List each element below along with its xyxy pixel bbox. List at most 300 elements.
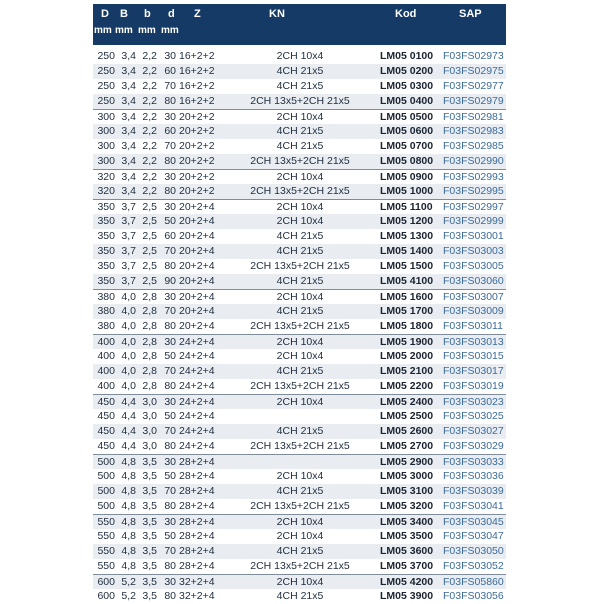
cell-kod: LM05 0700	[380, 140, 434, 152]
cell-sap: F03FS02977	[443, 80, 504, 92]
cell-kod: LM05 4100	[380, 275, 434, 287]
cell-b2: 2,2	[142, 80, 157, 92]
cell-b2: 2,5	[142, 275, 157, 287]
cell-kn: 4CH 21x5	[276, 425, 324, 437]
cell-kod: LM05 2500	[380, 410, 434, 422]
cell-kn: 2CH 10x4	[276, 201, 324, 213]
cell-d2: 30	[164, 171, 176, 183]
cell-z: 20+2+2	[179, 171, 215, 183]
cell-b: 4,4	[121, 396, 136, 408]
cell-kn: 2CH 13x5+2CH 21x5	[250, 185, 350, 197]
cell-d: 350	[97, 275, 115, 287]
cell-d2: 30	[164, 576, 176, 588]
table-row	[93, 79, 506, 94]
cell-kn: 2CH 10x4	[276, 336, 324, 348]
cell-d: 250	[97, 65, 115, 77]
cell-d: 300	[97, 155, 115, 167]
table-row	[93, 244, 506, 259]
cell-kod: LM05 0300	[380, 80, 434, 92]
cell-kod: LM05 2000	[380, 350, 434, 362]
cell-kn: 4CH 21x5	[276, 545, 324, 557]
cell-z: 20+2+2	[179, 185, 215, 197]
cell-kn: 2CH 10x4	[276, 530, 324, 542]
cell-d: 250	[97, 80, 115, 92]
cell-d2: 80	[164, 500, 176, 512]
cell-d: 300	[97, 111, 115, 123]
cell-d2: 80	[164, 155, 176, 167]
cell-sap: F03FS03045	[443, 516, 504, 528]
cell-kod: LM05 4200	[380, 576, 434, 588]
table-row	[93, 349, 506, 364]
cell-b: 5,2	[121, 590, 136, 602]
table-row	[93, 259, 506, 274]
col-header-z: Z	[194, 8, 201, 20]
cell-kn: 4CH 21x5	[276, 485, 324, 497]
cell-sap: F03FS02985	[443, 140, 504, 152]
cell-sap: F03FS02999	[443, 215, 504, 227]
cell-d: 350	[97, 230, 115, 242]
table-row	[93, 94, 506, 109]
cell-z: 28+2+4	[179, 530, 215, 542]
cell-d: 320	[97, 185, 115, 197]
cell-d2: 80	[164, 590, 176, 602]
cell-b2: 2,8	[142, 350, 157, 362]
cell-kod: LM05 3000	[380, 470, 434, 482]
cell-sap: F03FS02995	[443, 185, 504, 197]
cell-sap: F03FS03041	[443, 500, 504, 512]
col-unit-b: mm	[115, 25, 133, 36]
cell-d: 300	[97, 140, 115, 152]
cell-sap: F03FS03015	[443, 350, 504, 362]
table-row	[93, 109, 506, 124]
cell-d: 450	[97, 410, 115, 422]
table-row	[93, 214, 506, 229]
cell-z: 24+2+4	[179, 440, 215, 452]
cell-d: 400	[97, 336, 115, 348]
cell-kod: LM05 1400	[380, 245, 434, 257]
cell-b2: 3,0	[142, 425, 157, 437]
cell-b: 4,4	[121, 410, 136, 422]
table-row	[93, 454, 506, 469]
cell-z: 20+2+4	[179, 230, 215, 242]
cell-b: 4,8	[121, 485, 136, 497]
cell-b2: 2,8	[142, 365, 157, 377]
cell-d: 350	[97, 245, 115, 257]
cell-d: 380	[97, 291, 115, 303]
cell-d2: 30	[164, 291, 176, 303]
cell-d2: 80	[164, 95, 176, 107]
cell-z: 20+2+4	[179, 305, 215, 317]
cell-b2: 3,5	[142, 545, 157, 557]
cell-b: 3,4	[121, 111, 136, 123]
cell-d: 350	[97, 260, 115, 272]
cell-b: 5,2	[121, 576, 136, 588]
cell-b: 3,7	[121, 245, 136, 257]
cell-sap: F03FS02990	[443, 155, 504, 167]
blade-spec-table	[93, 4, 506, 604]
cell-sap: F03FS02979	[443, 95, 504, 107]
cell-kn: 4CH 21x5	[276, 245, 324, 257]
col-unit-b2: mm	[138, 25, 156, 36]
cell-d: 250	[97, 95, 115, 107]
cell-z: 20+2+4	[179, 201, 215, 213]
cell-d: 600	[97, 576, 115, 588]
cell-d2: 70	[164, 545, 176, 557]
cell-b: 3,4	[121, 50, 136, 62]
cell-kn: 4CH 21x5	[276, 65, 324, 77]
cell-z: 28+2+4	[179, 485, 215, 497]
cell-kn: 4CH 21x5	[276, 230, 324, 242]
table-row	[93, 169, 506, 184]
cell-kn: 2CH 13x5+2CH 21x5	[250, 155, 350, 167]
cell-kod: LM05 0900	[380, 171, 434, 183]
col-header-d2: d	[168, 8, 175, 20]
col-header-kod: Kod	[395, 8, 417, 20]
cell-d2: 80	[164, 320, 176, 332]
cell-sap: F03FS05860	[443, 576, 504, 588]
cell-z: 24+2+4	[179, 380, 215, 392]
cell-b: 3,7	[121, 275, 136, 287]
cell-d: 350	[97, 215, 115, 227]
cell-sap: F03FS03052	[443, 560, 504, 572]
cell-b: 3,7	[121, 230, 136, 242]
cell-d: 400	[97, 365, 115, 377]
table-row	[93, 379, 506, 394]
cell-d2: 80	[164, 380, 176, 392]
cell-b: 4,0	[121, 380, 136, 392]
cell-d: 380	[97, 320, 115, 332]
table-row	[93, 409, 506, 424]
table-row	[93, 154, 506, 169]
cell-kod: LM05 0600	[380, 125, 434, 137]
cell-b2: 2,2	[142, 140, 157, 152]
cell-d2: 30	[164, 516, 176, 528]
cell-b2: 2,2	[142, 65, 157, 77]
cell-b2: 3,5	[142, 516, 157, 528]
cell-b2: 2,5	[142, 215, 157, 227]
cell-kod: LM05 1300	[380, 230, 434, 242]
cell-b: 4,4	[121, 425, 136, 437]
table-row	[93, 469, 506, 484]
cell-kod: LM05 3700	[380, 560, 434, 572]
cell-d: 500	[97, 485, 115, 497]
cell-d2: 50	[164, 410, 176, 422]
cell-kod: LM05 0100	[380, 50, 434, 62]
cell-kod: LM05 3500	[380, 530, 434, 542]
cell-kod: LM05 2400	[380, 396, 434, 408]
cell-d2: 80	[164, 440, 176, 452]
table-body	[93, 49, 506, 604]
cell-d2: 90	[164, 275, 176, 287]
cell-d: 500	[97, 456, 115, 468]
cell-b2: 3,5	[142, 560, 157, 572]
cell-kod: LM05 0400	[380, 95, 434, 107]
cell-d: 450	[97, 425, 115, 437]
cell-kod: LM05 2100	[380, 365, 434, 377]
cell-d2: 70	[164, 80, 176, 92]
cell-b2: 2,5	[142, 201, 157, 213]
cell-kod: LM05 1900	[380, 336, 434, 348]
table-row	[93, 499, 506, 514]
table-row	[93, 64, 506, 79]
cell-sap: F03FS03036	[443, 470, 504, 482]
cell-d: 250	[97, 50, 115, 62]
cell-kn: 4CH 21x5	[276, 125, 324, 137]
cell-d: 300	[97, 125, 115, 137]
cell-b: 3,4	[121, 80, 136, 92]
table-row	[93, 184, 506, 199]
cell-sap: F03FS03027	[443, 425, 504, 437]
cell-b: 3,4	[121, 140, 136, 152]
cell-b: 3,4	[121, 155, 136, 167]
col-header-sap: SAP	[459, 8, 482, 20]
table-header	[93, 4, 506, 45]
cell-b2: 2,2	[142, 125, 157, 137]
cell-d: 400	[97, 350, 115, 362]
cell-b: 4,0	[121, 350, 136, 362]
cell-kn: 2CH 13x5+2CH 21x5	[250, 380, 350, 392]
table-row	[93, 319, 506, 334]
cell-z: 16+2+2	[179, 80, 215, 92]
cell-b2: 2,2	[142, 111, 157, 123]
cell-d: 550	[97, 530, 115, 542]
cell-b2: 2,8	[142, 320, 157, 332]
cell-b2: 3,5	[142, 485, 157, 497]
cell-b: 3,4	[121, 125, 136, 137]
cell-sap: F03FS03039	[443, 485, 504, 497]
cell-b: 4,0	[121, 320, 136, 332]
cell-b2: 3,0	[142, 410, 157, 422]
cell-kod: LM05 1500	[380, 260, 434, 272]
cell-d2: 30	[164, 336, 176, 348]
table-row	[93, 274, 506, 289]
table-row	[93, 289, 506, 304]
cell-b2: 3,0	[142, 396, 157, 408]
cell-kod: LM05 3400	[380, 516, 434, 528]
cell-z: 24+2+4	[179, 350, 215, 362]
cell-kod: LM05 0800	[380, 155, 434, 167]
cell-sap: F03FS03007	[443, 291, 504, 303]
cell-sap: F03FS03050	[443, 545, 504, 557]
cell-b2: 3,5	[142, 500, 157, 512]
cell-b: 4,8	[121, 516, 136, 528]
cell-z: 20+2+2	[179, 155, 215, 167]
table-row	[93, 139, 506, 154]
cell-d2: 30	[164, 111, 176, 123]
col-header-kn: KN	[269, 8, 285, 20]
cell-kn: 2CH 10x4	[276, 291, 324, 303]
cell-z: 20+2+4	[179, 215, 215, 227]
cell-z: 24+2+4	[179, 396, 215, 408]
col-unit-d: mm	[94, 25, 112, 36]
cell-kn: 4CH 21x5	[276, 365, 324, 377]
cell-d: 380	[97, 305, 115, 317]
cell-d: 400	[97, 380, 115, 392]
cell-sap: F03FS03025	[443, 410, 504, 422]
cell-d: 350	[97, 201, 115, 213]
cell-sap: F03FS02975	[443, 65, 504, 77]
cell-b: 3,7	[121, 260, 136, 272]
col-header-d: D	[101, 8, 109, 20]
cell-b2: 3,5	[142, 470, 157, 482]
cell-kn: 2CH 13x5+2CH 21x5	[250, 320, 350, 332]
cell-d2: 30	[164, 396, 176, 408]
cell-z: 24+2+4	[179, 336, 215, 348]
cell-b: 4,8	[121, 470, 136, 482]
cell-sap: F03FS02983	[443, 125, 504, 137]
cell-sap: F03FS03033	[443, 456, 504, 468]
table-row	[93, 544, 506, 559]
cell-kn: 2CH 10x4	[276, 470, 324, 482]
cell-sap: F03FS02997	[443, 201, 504, 213]
cell-kod: LM05 1700	[380, 305, 434, 317]
cell-z: 20+2+4	[179, 260, 215, 272]
cell-sap: F03FS03019	[443, 380, 504, 392]
cell-kn: 4CH 21x5	[276, 590, 324, 602]
cell-z: 20+2+4	[179, 275, 215, 287]
cell-d2: 80	[164, 185, 176, 197]
cell-z: 28+2+4	[179, 545, 215, 557]
cell-b2: 3,5	[142, 576, 157, 588]
cell-b2: 2,8	[142, 305, 157, 317]
cell-b2: 2,2	[142, 155, 157, 167]
cell-b2: 2,8	[142, 291, 157, 303]
cell-d2: 30	[164, 50, 176, 62]
cell-b: 3,4	[121, 95, 136, 107]
cell-sap: F03FS03013	[443, 336, 504, 348]
cell-kn: 2CH 13x5+2CH 21x5	[250, 95, 350, 107]
cell-d2: 50	[164, 470, 176, 482]
cell-z: 16+2+2	[179, 65, 215, 77]
cell-kn: 2CH 13x5+2CH 21x5	[250, 260, 350, 272]
cell-kn: 4CH 21x5	[276, 80, 324, 92]
cell-kn: 4CH 21x5	[276, 140, 324, 152]
cell-z: 28+2+4	[179, 560, 215, 572]
cell-kod: LM05 2200	[380, 380, 434, 392]
table-row	[93, 124, 506, 139]
cell-d2: 80	[164, 560, 176, 572]
cell-b2: 2,5	[142, 245, 157, 257]
cell-d2: 70	[164, 245, 176, 257]
cell-d: 550	[97, 545, 115, 557]
cell-d: 550	[97, 516, 115, 528]
cell-kod: LM05 1000	[380, 185, 434, 197]
cell-z: 20+2+4	[179, 245, 215, 257]
cell-d: 550	[97, 560, 115, 572]
table-row	[93, 199, 506, 214]
cell-kod: LM05 1600	[380, 291, 434, 303]
cell-b: 4,0	[121, 291, 136, 303]
table-row	[93, 304, 506, 319]
cell-kn: 2CH 13x5+2CH 21x5	[250, 500, 350, 512]
cell-b2: 2,2	[142, 50, 157, 62]
cell-b2: 3,0	[142, 440, 157, 452]
cell-d2: 60	[164, 65, 176, 77]
cell-z: 16+2+2	[179, 50, 215, 62]
cell-kod: LM05 2900	[380, 456, 434, 468]
cell-b: 4,8	[121, 500, 136, 512]
table-row	[93, 439, 506, 454]
cell-kn: 2CH 13x5+2CH 21x5	[250, 440, 350, 452]
table-row	[93, 334, 506, 349]
cell-d2: 50	[164, 215, 176, 227]
cell-b2: 3,5	[142, 590, 157, 602]
cell-kn: 2CH 10x4	[276, 350, 324, 362]
cell-sap: F03FS02993	[443, 171, 504, 183]
cell-d2: 70	[164, 305, 176, 317]
cell-kn: 4CH 21x5	[276, 275, 324, 287]
cell-b: 3,7	[121, 201, 136, 213]
cell-sap: F03FS03017	[443, 365, 504, 377]
cell-d: 320	[97, 171, 115, 183]
cell-kn: 2CH 10x4	[276, 576, 324, 588]
cell-sap: F03FS03023	[443, 396, 504, 408]
cell-d2: 60	[164, 125, 176, 137]
cell-z: 24+2+4	[179, 410, 215, 422]
cell-d2: 30	[164, 201, 176, 213]
cell-d2: 50	[164, 350, 176, 362]
cell-z: 24+2+4	[179, 365, 215, 377]
cell-d: 600	[97, 590, 115, 602]
col-unit-d2: mm	[161, 25, 179, 36]
cell-b: 3,4	[121, 185, 136, 197]
cell-kod: LM05 1200	[380, 215, 434, 227]
cell-z: 24+2+4	[179, 425, 215, 437]
table-row	[93, 574, 506, 589]
cell-b: 3,7	[121, 215, 136, 227]
table-row	[93, 514, 506, 529]
cell-d2: 50	[164, 530, 176, 542]
cell-sap: F03FS03047	[443, 530, 504, 542]
cell-b2: 2,5	[142, 230, 157, 242]
cell-kod: LM05 1800	[380, 320, 434, 332]
col-header-b: B	[120, 8, 128, 20]
cell-b: 3,4	[121, 171, 136, 183]
cell-sap: F03FS03029	[443, 440, 504, 452]
cell-sap: F03FS03060	[443, 275, 504, 287]
cell-b2: 2,5	[142, 260, 157, 272]
cell-kn: 2CH 10x4	[276, 396, 324, 408]
cell-b: 4,8	[121, 560, 136, 572]
table-row	[93, 589, 506, 604]
cell-sap: F03FS03056	[443, 590, 504, 602]
cell-d2: 60	[164, 230, 176, 242]
cell-kn: 2CH 10x4	[276, 516, 324, 528]
table-row	[93, 394, 506, 409]
cell-b2: 2,8	[142, 380, 157, 392]
cell-kod: LM05 3200	[380, 500, 434, 512]
cell-b: 4,0	[121, 365, 136, 377]
cell-kn: 2CH 10x4	[276, 171, 324, 183]
cell-sap: F03FS02981	[443, 111, 504, 123]
cell-sap: F03FS02973	[443, 50, 504, 62]
table-row	[93, 484, 506, 499]
cell-kn: 2CH 13x5+2CH 21x5	[250, 560, 350, 572]
cell-b: 4,0	[121, 336, 136, 348]
cell-z: 16+2+2	[179, 95, 215, 107]
cell-z: 20+2+4	[179, 291, 215, 303]
cell-z: 20+2+2	[179, 111, 215, 123]
cell-d2: 70	[164, 425, 176, 437]
cell-kod: LM05 2700	[380, 440, 434, 452]
cell-kn: 2CH 10x4	[276, 111, 324, 123]
cell-z: 28+2+4	[179, 500, 215, 512]
cell-z: 28+2+4	[179, 456, 215, 468]
cell-d: 450	[97, 440, 115, 452]
cell-d2: 70	[164, 485, 176, 497]
cell-kn: 2CH 10x4	[276, 50, 324, 62]
cell-b: 4,4	[121, 440, 136, 452]
